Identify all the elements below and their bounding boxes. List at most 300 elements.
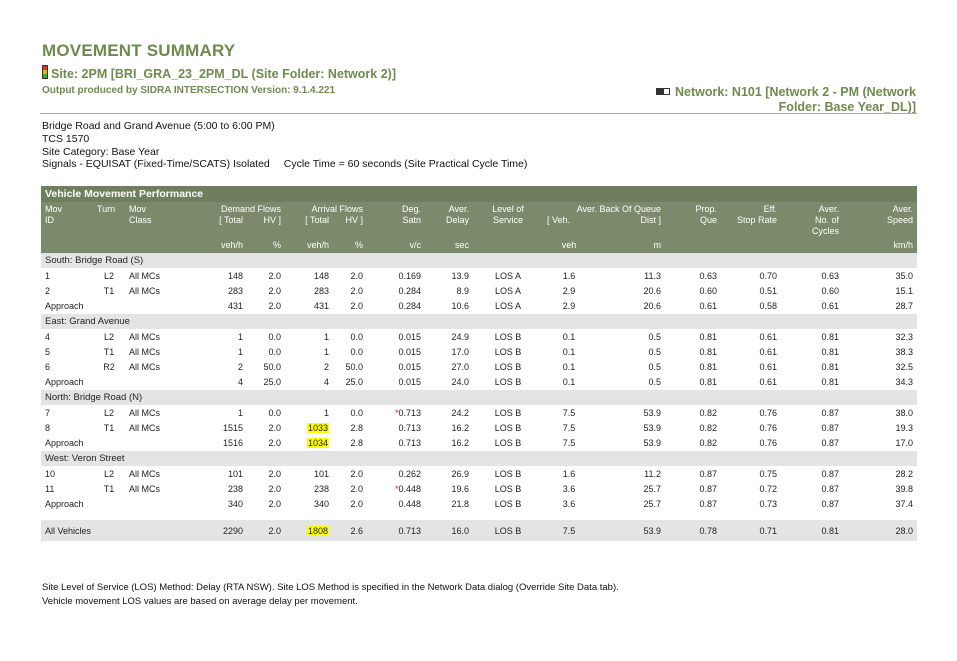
- hdr-delay: Aver.: [425, 202, 473, 215]
- cell-ahv: 0.0: [350, 407, 363, 418]
- spacer-row: [41, 512, 917, 520]
- cell-spd: 32.3: [895, 331, 913, 342]
- unit-demand-pct: %: [247, 237, 285, 253]
- row-label: Approach: [45, 301, 84, 311]
- movement-table: [41, 186, 917, 541]
- cell-dhv: 50.0: [263, 361, 281, 372]
- cell-eff: 0.72: [759, 483, 777, 494]
- cell-los: LOS B: [494, 468, 522, 479]
- units-row: [41, 237, 917, 253]
- info-location: Bridge Road and Grand Avenue (5:00 to 6:00 PM): [42, 120, 275, 132]
- cell-cyc: 0.87: [821, 422, 839, 433]
- section-name: North: Bridge Road (N): [41, 390, 917, 405]
- cell-ahv: 2.8: [350, 422, 363, 433]
- cell-eff: 0.76: [759, 438, 777, 448]
- info-category: Site Category: Base Year: [42, 145, 160, 158]
- cell-at: 1: [323, 346, 329, 357]
- cell-qveh: 3.6: [562, 499, 576, 509]
- info-tcs: TCS 1570: [42, 132, 90, 145]
- cell-qveh: 1.6: [562, 468, 576, 479]
- cell-spd: 37.4: [895, 499, 913, 509]
- cell-at: 1: [323, 331, 329, 342]
- network-icon: [656, 88, 670, 95]
- hdr-noof: No. of: [781, 215, 843, 226]
- header-row-1: [41, 202, 917, 215]
- hdr-queue: Aver. Back Of Queue: [543, 202, 665, 215]
- unit-arrival-pct: %: [333, 237, 367, 253]
- cell-los: LOS B: [494, 346, 522, 357]
- hdr-que: Que: [665, 215, 721, 226]
- table-row: [41, 359, 917, 374]
- cell-ahv: 2.0: [350, 468, 363, 479]
- unit-arrival-vehh: veh/h: [285, 237, 333, 253]
- cell-cyc: 0.81: [821, 331, 839, 342]
- cell-deg: 0.015: [398, 346, 421, 357]
- cell-eff: 0.76: [759, 407, 777, 418]
- cell-qdist: 20.6: [643, 301, 661, 311]
- cell-prop: 0.82: [699, 407, 717, 418]
- cell-cyc: 0.60: [821, 285, 839, 296]
- cell-cls: All MCs: [129, 407, 160, 418]
- cell-prop: 0.78: [699, 525, 717, 536]
- cell-spd: 38.0: [895, 407, 913, 418]
- cell-cyc: 0.63: [821, 270, 839, 281]
- cell-prop: 0.81: [699, 331, 717, 342]
- cell-dt: 4: [237, 377, 243, 387]
- cell-prop: 0.60: [699, 285, 717, 296]
- cell-ahv: 2.0: [350, 270, 363, 281]
- hdr-speed2: Speed: [843, 215, 917, 226]
- cell-turn: L2: [103, 468, 114, 479]
- cell-prop: 0.81: [699, 377, 717, 387]
- cell-dhv: 0.0: [268, 407, 281, 418]
- cell-prop: 0.63: [699, 270, 717, 281]
- hdr-queue-dist: Dist ]: [595, 215, 665, 226]
- cell-los: LOS B: [494, 525, 522, 536]
- cell-prop: 0.87: [699, 499, 717, 509]
- cell-los: LOS A: [494, 301, 521, 311]
- cell-prop: 0.81: [699, 346, 717, 357]
- table-row: [41, 268, 917, 283]
- cell-delay: 24.2: [451, 407, 469, 418]
- cell-qveh: 7.5: [562, 525, 576, 536]
- cell-at: 1034: [307, 438, 328, 448]
- cell-spd: 17.0: [895, 438, 913, 448]
- cell-qdist: 0.5: [648, 361, 661, 372]
- hdr-los: Level of: [473, 202, 543, 215]
- cell-id: 11: [45, 483, 55, 494]
- cell-qveh: 7.5: [562, 422, 576, 433]
- cell-turn: T1: [103, 483, 115, 494]
- cell-deg: 0.713: [398, 422, 421, 433]
- hdr-deg: Deg.: [367, 202, 425, 215]
- section-header: [41, 451, 917, 466]
- cell-id: 8: [45, 422, 51, 433]
- cell-dt: 1: [237, 407, 243, 418]
- cell-prop: 0.81: [699, 361, 717, 372]
- hdr-demand-hv: HV ]: [247, 215, 285, 226]
- unit-veh: veh: [543, 237, 595, 253]
- cell-eff: 0.61: [759, 346, 777, 357]
- cell-los: LOS B: [494, 361, 522, 372]
- cell-id: 7: [45, 407, 51, 418]
- cell-delay: 21.8: [451, 499, 469, 509]
- cell-spd: 34.3: [895, 377, 913, 387]
- cell-delay: 19.6: [451, 483, 469, 494]
- network-label: [616, 85, 916, 115]
- cell-turn: L2: [103, 270, 114, 281]
- hdr-prop: Prop.: [665, 202, 721, 215]
- cell-delay: 26.9: [451, 468, 469, 479]
- cell-eff: 0.61: [759, 331, 777, 342]
- cell-qveh: 2.9: [562, 301, 576, 311]
- cell-spd: 38.3: [895, 346, 913, 357]
- table-row: [41, 283, 917, 298]
- cell-cyc: 0.81: [821, 346, 839, 357]
- header-row-2: [41, 215, 917, 226]
- table-title: Vehicle Movement Performance: [41, 186, 917, 202]
- cell-dt: 340: [227, 499, 243, 509]
- cell-ahv: 2.8: [350, 438, 363, 448]
- cell-spd: 28.0: [895, 525, 913, 536]
- info-signals: [42, 158, 527, 171]
- footnote: [42, 581, 619, 609]
- cell-deg: 0.015: [398, 361, 421, 372]
- hdr-satn: Satn: [367, 215, 425, 226]
- divider: [40, 113, 917, 114]
- cell-delay: 10.6: [451, 301, 469, 311]
- network-line1: Network: N101 [Network 2 - PM (Network: [674, 85, 916, 99]
- cell-qveh: 0.1: [562, 331, 576, 342]
- section-header: [41, 390, 917, 405]
- cell-cyc: 0.87: [821, 407, 839, 418]
- table-row: [41, 405, 917, 420]
- hdr-demand-total: [ Total: [187, 215, 247, 226]
- cell-turn: R2: [103, 361, 115, 372]
- cell-dt: 148: [227, 270, 243, 281]
- unit-m: m: [595, 237, 665, 253]
- cell-eff: 0.76: [759, 422, 777, 433]
- cell-at: 1033: [307, 422, 328, 433]
- cell-dhv: 2.0: [268, 270, 281, 281]
- cell-qdist: 53.9: [643, 422, 661, 433]
- cell-qveh: 0.1: [562, 377, 576, 387]
- cell-cls: All MCs: [129, 331, 160, 342]
- hdr-service: Service: [473, 215, 543, 226]
- cell-dhv: 2.0: [268, 468, 281, 479]
- cell-ahv: 2.6: [350, 525, 363, 536]
- cell-spd: 32.5: [895, 361, 913, 372]
- cell-dt: 238: [227, 483, 243, 494]
- cell-los: LOS B: [494, 438, 522, 448]
- cell-at: 238: [313, 483, 329, 494]
- cell-dhv: 0.0: [268, 346, 281, 357]
- cell-spd: 19.3: [895, 422, 913, 433]
- cell-deg: 0.284: [398, 301, 421, 311]
- cell-turn: T1: [103, 285, 115, 296]
- cell-cls: All MCs: [129, 483, 160, 494]
- cell-qdist: 11.2: [644, 468, 661, 479]
- cell-eff: 0.75: [759, 468, 777, 479]
- cell-turn: L2: [103, 331, 114, 342]
- cell-at: 2: [323, 361, 329, 372]
- cell-dt: 283: [227, 285, 243, 296]
- cell-qveh: 7.5: [562, 438, 576, 448]
- cell-deg: 0.713: [398, 525, 421, 536]
- cell-delay: 8.9: [456, 285, 469, 296]
- cell-ahv: 2.0: [350, 301, 363, 311]
- site-name: Site: 2PM [BRI_GRA_23_2PM_DL (Site Folder: Network 2)]: [51, 67, 396, 81]
- cell-qveh: 3.6: [562, 483, 576, 494]
- output-line: Output produced by SIDRA INTERSECTION Version: 9.1.4.221: [42, 85, 336, 96]
- hdr-cycles: Aver.: [781, 202, 843, 215]
- cell-los: LOS B: [494, 422, 522, 433]
- cell-cyc: 0.87: [821, 468, 839, 479]
- section-name: East: Grand Avenue: [41, 314, 917, 329]
- cell-dhv: 2.0: [268, 422, 281, 433]
- cell-ahv: 0.0: [350, 346, 363, 357]
- cell-deg: 0.713: [398, 407, 421, 418]
- cell-spd: 15.1: [895, 285, 913, 296]
- approach-row: [41, 374, 917, 390]
- cell-los: LOS A: [494, 285, 521, 296]
- cell-delay: 16.0: [451, 525, 469, 536]
- hdr-cycles3: Cycles: [781, 226, 843, 237]
- cell-qdist: 0.5: [648, 346, 661, 357]
- cell-dt: 2: [237, 361, 243, 372]
- table-row: [41, 481, 917, 496]
- cell-prop: 0.87: [699, 468, 717, 479]
- hdr-turn: Turn: [93, 202, 125, 215]
- cell-at: 283: [313, 285, 329, 296]
- hdr-speed: Aver.: [843, 202, 917, 215]
- cell-cyc: 0.81: [821, 361, 839, 372]
- cell-cyc: 0.87: [821, 499, 839, 509]
- report-title: MOVEMENT SUMMARY: [42, 41, 236, 60]
- hdr-delay2: Delay: [425, 215, 473, 226]
- cell-ahv: 25.0: [345, 377, 363, 387]
- cell-at: 101: [313, 468, 329, 479]
- cell-delay: 16.2: [451, 422, 469, 433]
- site-info: [42, 120, 527, 171]
- cell-los: LOS B: [494, 499, 522, 509]
- cell-eff: 0.61: [759, 377, 777, 387]
- site-line: [42, 65, 396, 81]
- cell-dhv: 2.0: [268, 438, 281, 448]
- cell-prop: 0.87: [699, 483, 717, 494]
- cell-turn: T1: [103, 422, 115, 433]
- cell-qdist: 53.9: [643, 525, 661, 536]
- table-row: [41, 466, 917, 481]
- cell-deg: 0.448: [398, 483, 421, 494]
- cell-qdist: 0.5: [648, 377, 661, 387]
- network-line2: Folder: Base Year_DL)]: [778, 100, 916, 114]
- cell-id: 10: [45, 468, 56, 479]
- cell-spd: 28.7: [895, 301, 913, 311]
- hdr-stop-rate: Stop Rate: [721, 215, 781, 226]
- cell-prop: 0.82: [699, 422, 717, 433]
- cell-cyc: 0.61: [821, 301, 839, 311]
- cell-cyc: 0.87: [821, 483, 839, 494]
- cell-id: 4: [45, 331, 51, 342]
- cell-ahv: 2.0: [350, 483, 363, 494]
- cell-deg: 0.015: [398, 377, 421, 387]
- cell-at: 1: [323, 407, 329, 418]
- approach-row: [41, 496, 917, 512]
- cell-cls: All MCs: [129, 422, 160, 433]
- cell-prop: 0.82: [699, 438, 717, 448]
- cell-dt: 1516: [222, 438, 243, 448]
- hdr-mov: Mov: [41, 202, 93, 215]
- cell-qveh: 0.1: [562, 346, 576, 357]
- cell-spd: 35.0: [895, 270, 913, 281]
- cell-los: LOS B: [494, 407, 522, 418]
- cell-los: LOS B: [494, 377, 522, 387]
- traffic-signal-icon: [42, 65, 48, 79]
- section-header: [41, 253, 917, 268]
- cell-los: LOS B: [494, 483, 522, 494]
- cell-at: 431: [313, 301, 329, 311]
- cell-qdist: 53.9: [643, 407, 661, 418]
- cell-delay: 24.0: [451, 377, 469, 387]
- cell-deg: 0.169: [398, 270, 421, 281]
- hdr-movclass: Mov: [125, 202, 187, 215]
- cell-turn: T1: [103, 346, 115, 357]
- cell-eff: 0.70: [759, 270, 777, 281]
- cell-dt: 431: [227, 301, 243, 311]
- cell-at: 4: [323, 377, 329, 387]
- cell-deg: 0.015: [398, 331, 421, 342]
- row-label: Approach: [45, 438, 84, 448]
- approach-row: [41, 298, 917, 314]
- cell-qdist: 0.5: [648, 331, 661, 342]
- hdr-arrival-hv: HV ]: [333, 215, 367, 226]
- table-title-row: [41, 186, 917, 202]
- cell-qdist: 11.3: [644, 270, 661, 281]
- cell-cls: All MCs: [129, 285, 160, 296]
- cell-spd: 39.8: [895, 483, 913, 494]
- cell-qveh: 1.6: [562, 270, 576, 281]
- cell-cyc: 0.81: [821, 525, 839, 536]
- cell-deg: 0.713: [398, 438, 421, 448]
- table-row: [41, 344, 917, 359]
- cell-dhv: 2.0: [268, 285, 281, 296]
- hdr-eff: Eff.: [721, 202, 781, 215]
- cell-dt: 101: [227, 468, 243, 479]
- cell-ahv: 0.0: [350, 331, 363, 342]
- cell-qdist: 25.7: [643, 483, 661, 494]
- cell-prop: 0.61: [699, 301, 717, 311]
- cell-dhv: 25.0: [263, 377, 281, 387]
- cell-qdist: 25.7: [643, 499, 661, 509]
- cell-cls: All MCs: [129, 361, 160, 372]
- footnote-line2: Vehicle movement LOS values are based on average delay per movement.: [42, 596, 358, 607]
- cell-cls: All MCs: [129, 270, 160, 281]
- cell-qdist: 20.6: [643, 285, 661, 296]
- hdr-arrival: Arrival Flows: [285, 202, 367, 215]
- cell-cyc: 0.87: [821, 438, 839, 448]
- cell-qdist: 53.9: [643, 438, 661, 448]
- cell-eff: 0.58: [759, 301, 777, 311]
- cell-ahv: 2.0: [350, 499, 363, 509]
- cell-at: 1808: [307, 525, 328, 536]
- cell-cls: All MCs: [129, 346, 160, 357]
- section-name: South: Bridge Road (S): [41, 253, 917, 268]
- unit-sec: sec: [425, 237, 473, 253]
- critical-movement-star: *: [394, 407, 399, 418]
- cell-dhv: 2.0: [268, 301, 281, 311]
- cell-id: 6: [45, 361, 51, 372]
- cell-at: 340: [313, 499, 329, 509]
- row-label: Approach: [45, 377, 84, 387]
- cell-dhv: 0.0: [268, 331, 281, 342]
- hdr-arrival-total: [ Total: [285, 215, 333, 226]
- hdr-mov-id: ID: [41, 215, 93, 226]
- hdr-class: Class: [125, 215, 187, 226]
- cell-los: LOS B: [494, 331, 522, 342]
- footnote-line1: Site Level of Service (LOS) Method: Delay (RTA NSW). Site LOS Method is specified in the Network Data dialog (Override Site Data tab).: [42, 582, 619, 593]
- cell-delay: 16.2: [451, 438, 469, 448]
- cell-dt: 1515: [222, 422, 243, 433]
- cell-eff: 0.51: [759, 285, 777, 296]
- critical-movement-star: *: [394, 483, 399, 494]
- cell-delay: 24.9: [451, 331, 469, 342]
- unit-vc: v/c: [367, 237, 425, 253]
- table-row: [41, 420, 917, 435]
- cell-qveh: 2.9: [562, 285, 576, 296]
- unit-demand-vehh: veh/h: [187, 237, 247, 253]
- table-row: [41, 329, 917, 344]
- approach-row: [41, 435, 917, 451]
- cell-spd: 28.2: [895, 468, 913, 479]
- section-header: [41, 314, 917, 329]
- section-name: West: Veron Street: [41, 451, 917, 466]
- cell-eff: 0.73: [759, 499, 777, 509]
- all-vehicles-row: [41, 520, 917, 541]
- cell-id: 2: [45, 285, 51, 296]
- cell-ahv: 50.0: [345, 361, 363, 372]
- info-signals-type: Signals - EQUISAT (Fixed-Time/SCATS) Isolated: [42, 158, 270, 171]
- cell-delay: 27.0: [451, 361, 469, 372]
- cell-qveh: 0.1: [562, 361, 576, 372]
- cell-deg: 0.284: [398, 285, 421, 296]
- cell-delay: 17.0: [451, 346, 469, 357]
- cell-cls: All MCs: [129, 468, 160, 479]
- cell-id: 5: [45, 346, 51, 357]
- header-row-3: [41, 226, 917, 237]
- row-label: All Vehicles: [45, 525, 92, 536]
- cell-dt: 1: [237, 331, 243, 342]
- cell-eff: 0.71: [759, 525, 777, 536]
- cell-los: LOS A: [494, 270, 521, 281]
- cell-cyc: 0.81: [821, 377, 839, 387]
- cell-at: 148: [313, 270, 329, 281]
- unit-kmh: km/h: [843, 237, 917, 253]
- cell-deg: 0.448: [398, 499, 421, 509]
- cell-id: 1: [45, 270, 51, 281]
- cell-deg: 0.262: [398, 468, 421, 479]
- cell-turn: L2: [103, 407, 114, 418]
- hdr-demand: Demand Flows: [187, 202, 285, 215]
- cell-dhv: 2.0: [268, 499, 281, 509]
- cell-dhv: 2.0: [268, 483, 281, 494]
- info-cycle-time: Cycle Time = 60 seconds (Site Practical Cycle Time): [283, 158, 528, 171]
- cell-dt: 1: [237, 346, 243, 357]
- row-label: Approach: [45, 499, 84, 509]
- cell-ahv: 2.0: [350, 285, 363, 296]
- cell-eff: 0.61: [759, 361, 777, 372]
- cell-dhv: 2.0: [268, 525, 281, 536]
